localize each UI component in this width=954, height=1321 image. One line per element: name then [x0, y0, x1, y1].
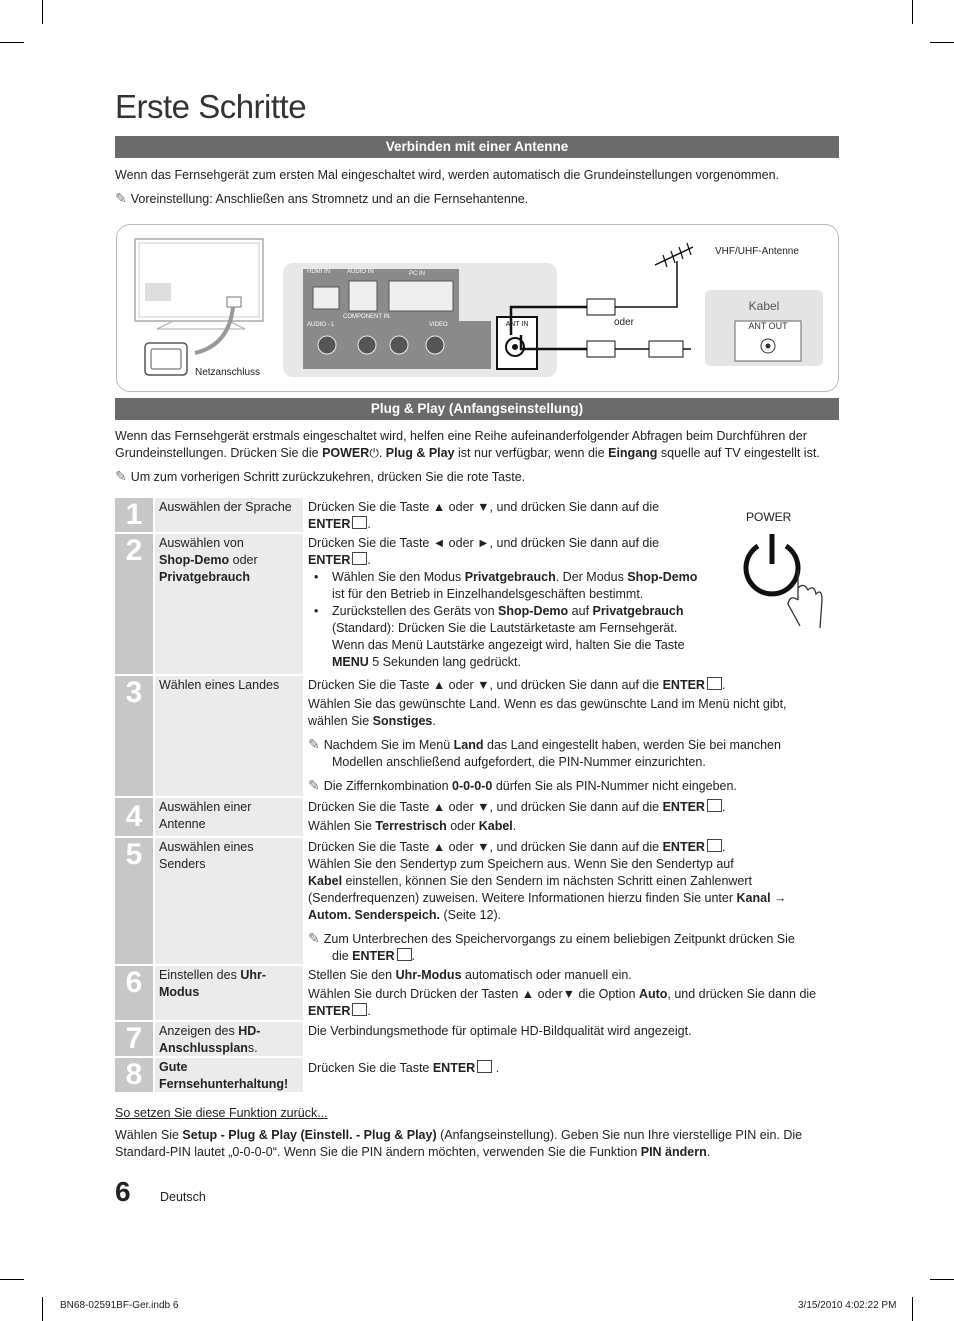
enter-icon	[352, 516, 367, 529]
text: (Senderfrequenzen) zuweisen. Weitere Informationen hierzu finden Sie unter	[308, 891, 737, 905]
plug-play-note-text: Um zum vorherigen Schritt zurückzukehren, drücken Sie die rote Taste.	[130, 470, 526, 484]
step-number: 5	[115, 838, 153, 964]
step-row-8	[115, 1058, 839, 1092]
enter-icon	[707, 839, 722, 852]
term: Uhr-	[240, 968, 267, 982]
reset-heading-link[interactable]: So setzen Sie diese Funktion zurück...	[115, 1106, 328, 1120]
step-description: Drücken Sie die Taste ▲ oder ▼, und drücken Sie dann auf die ENTER . Wählen Sie Terrestrisch oder Kabel.	[308, 800, 726, 833]
step-number: 6	[115, 966, 153, 1020]
enter-term: ENTER	[308, 553, 351, 567]
text: , und drücken Sie dann die	[667, 987, 817, 1001]
power-label: POWER	[746, 510, 792, 524]
text: wählen Sie	[308, 714, 373, 728]
text: Auswählen von	[159, 536, 244, 550]
step-number: 7	[115, 1022, 153, 1056]
text: Senders	[159, 857, 206, 871]
enter-term: ENTER	[662, 678, 705, 692]
text: Wählen Sie	[115, 1128, 183, 1142]
enter-term: ENTER	[308, 1004, 351, 1018]
enter-term: ENTER	[662, 800, 705, 814]
antenna-intro: Wenn das Fernsehgerät zum ersten Mal eingeschaltet wird, werden automatisch die Grundeinstellungen vorgenommen.	[115, 168, 780, 182]
term: Gute	[159, 1060, 188, 1074]
term: Auto	[638, 987, 668, 1001]
plug-play-intro-2	[115, 445, 820, 462]
term: Fernsehunterhaltung!	[159, 1077, 289, 1091]
text: (Anfangseinstellung). Geben Sie nun Ihre vierstellige PIN ein. Die	[436, 1128, 803, 1142]
enter-term: ENTER	[432, 1061, 476, 1075]
term: Shop-Demo	[627, 570, 698, 584]
text: Wählen Sie durch Drücken der Tasten ▲ oder▼ die Option	[308, 987, 639, 1001]
step-row-4	[115, 798, 839, 836]
text: auf	[568, 604, 593, 618]
section-header-plug-play: Plug & Play (Anfangseinstellung)	[115, 398, 839, 420]
crop-mark	[930, 1279, 954, 1280]
step-row-1	[115, 498, 839, 532]
antenna-note	[115, 190, 528, 208]
step-description: Drücken Sie die Taste ◄ oder ►, und drücken Sie dann auf die ENTER . • Wählen Sie den Modus Privatgebrauch. Der Modus Shop-Demo ist für den Betrieb in Einzelhandelsgeschäften bestimmt. • Zurückstellen des Geräts von Shop-Demo auf Privatgebrauch (Standard): Drücken Sie die Lautstärketaste am Fernsehgerät. Wenn das Menü Lautstärke angezeigt wird, halten Sie die Taste MENU 5 Sekunden lang gedrückt.	[308, 535, 838, 671]
text: Drücken Sie die Taste ▲ oder ▼, und drücken Sie dann auf die	[308, 678, 663, 692]
term: Modus	[159, 985, 200, 999]
text: (Standard): Drücken Sie die Lautstärketaste am Fernsehgerät.	[332, 621, 678, 635]
step-row-2	[115, 534, 839, 674]
text: Wenn das Menü Lautstärke angezeigt wird, halten Sie die Taste	[332, 638, 685, 652]
text: squelle auf TV eingestellt ist.	[657, 446, 820, 460]
step-row-5	[115, 838, 839, 964]
text: Drücken Sie die Taste ▲ oder ▼, und drücken Sie dann auf die	[308, 500, 660, 514]
step-label	[155, 838, 303, 964]
pc-in-label: PC IN	[409, 271, 426, 277]
page-title: Erste Schritte	[115, 88, 307, 125]
crop-mark	[0, 42, 24, 43]
step-number: 2	[115, 534, 153, 674]
step-number: 1	[115, 498, 153, 532]
pencil-note-icon: ✎	[308, 930, 320, 946]
bullet-item	[308, 603, 838, 671]
print-date: 3/15/2010 4:02:22 PM	[798, 1300, 897, 1311]
text: Drücken Sie die Taste ▲ oder ▼, und drücken Sie dann auf die	[308, 840, 663, 854]
connection-diagram	[116, 224, 839, 392]
crop-mark	[912, 0, 913, 24]
video-label: VIDEO	[429, 322, 448, 328]
text: Wählen Sie	[308, 819, 376, 833]
term: Kabel	[478, 819, 513, 833]
antenna-note-text: Voreinstellung: Anschließen ans Stromnetz und an die Fernsehantenne.	[130, 192, 529, 206]
text: Auswählen eines	[159, 840, 254, 854]
reset-text-1	[115, 1127, 802, 1144]
file-name: BN68-02591BF-Ger.indb 6	[60, 1300, 179, 1311]
shop-demo-term: Shop-Demo	[159, 553, 230, 567]
term: HD-	[238, 1024, 261, 1038]
text: einstellen, können Sie den Sendern im nächsten Schritt einen Zahlenwert	[342, 874, 753, 888]
step-description: Die Verbindungsmethode für optimale HD-Bildqualität wird angezeigt.	[308, 1024, 692, 1038]
term: Privatgebrauch	[592, 604, 684, 618]
text: Grundeinstellungen. Drücken Sie die	[115, 446, 323, 460]
step-note: ✎ Zum Unterbrechen des Speichervorgangs zu einem beliebigen Zeitpunkt drücken Sie die ENTER .	[308, 930, 795, 963]
step-description: Drücken Sie die Taste ▲ oder ▼, und drücken Sie dann auf die ENTER . Wählen Sie das gewünschte Land. Wenn es das gewünschte Land im Menü nicht gibt, wählen Sie Sonstiges. ✎ Nachdem Sie im Menü Land das Land eingestellt haben, werden Sie bei manchen Modellen anschließend aufgefordert, die PIN-Nummer einzurichten. ✎ Die Ziffernkombination 0-0-0-0 dürfen Sie als PIN-Nummer nicht eingeben.	[308, 677, 838, 795]
step-label: Wählen eines Landes	[155, 676, 303, 796]
text: Wählen Sie den Sendertyp zum Speichern aus. Wenn Sie den Sendertyp auf	[308, 857, 734, 871]
step-number: 4	[115, 798, 153, 836]
step-note	[308, 777, 838, 795]
term: Kanal	[736, 891, 771, 905]
kabel-label: Kabel	[748, 299, 780, 313]
enter-icon	[352, 1003, 367, 1016]
enter-term: ENTER	[308, 517, 351, 531]
text: →	[770, 891, 787, 905]
crop-mark	[42, 1297, 43, 1321]
text: 5 Sekunden lang gedrückt.	[368, 655, 522, 669]
text: Standard-PIN lautet „0-0-0-0“. Wenn Sie die PIN ändern möchten, verwenden Sie die Funktion	[115, 1145, 641, 1159]
pencil-note-icon: ✎	[308, 736, 320, 752]
term: Privatgebrauch	[464, 570, 556, 584]
audio-l-label: AUDIO - L	[307, 322, 335, 328]
text: .	[492, 1061, 500, 1075]
step-number: 8	[115, 1058, 153, 1092]
step-number: 3	[115, 676, 153, 796]
language-label: Deutsch	[160, 1190, 206, 1204]
text: Anzeigen des	[159, 1024, 239, 1038]
step-row-7	[115, 1022, 839, 1056]
step-label	[155, 534, 303, 674]
sonstiges-term: Sonstiges	[372, 714, 433, 728]
page-number: 6	[115, 1176, 131, 1207]
component-in-label: COMPONENT IN	[343, 314, 390, 320]
step-note	[308, 736, 838, 771]
crop-mark	[0, 1279, 24, 1280]
text: Drücken Sie die Taste	[308, 1061, 433, 1075]
pencil-note-icon: ✎	[115, 190, 127, 206]
enter-term: ENTER	[662, 840, 705, 854]
step-row-3	[115, 676, 839, 796]
text: Zum Unterbrechen des Speichervorgangs zu einem beliebigen Zeitpunkt drücken Sie	[323, 932, 795, 946]
text: Einstellen des	[159, 968, 241, 982]
menu-term: MENU	[332, 655, 369, 669]
enter-icon	[707, 677, 722, 690]
text: .	[706, 1145, 711, 1159]
enter-icon	[397, 948, 412, 961]
power-term: POWER	[322, 446, 370, 460]
text: Drücken Sie die Taste ◄ oder ►, und drücken Sie dann auf die	[308, 536, 660, 550]
term: PIN ändern	[640, 1145, 707, 1159]
text: s.	[247, 1041, 258, 1055]
step-label	[155, 1058, 303, 1092]
text: Wählen Sie den Modus	[332, 570, 465, 584]
text: Modellen anschließend aufgefordert, die PIN-Nummer einzurichten.	[332, 755, 706, 769]
text: automatisch oder manuell ein.	[461, 968, 632, 982]
step-description: Drücken Sie die Taste ▲ oder ▼, und drücken Sie dann auf die ENTER .	[308, 499, 838, 533]
enter-term: ENTER	[352, 949, 395, 963]
text: .	[378, 446, 386, 460]
text: Antenne	[159, 817, 206, 831]
text: oder	[229, 553, 258, 567]
step-label	[155, 966, 303, 1020]
term: Kabel	[308, 874, 343, 888]
enter-icon	[352, 552, 367, 565]
power-icon: ⏻	[369, 446, 379, 460]
reset-text-2	[115, 1144, 710, 1161]
step-description: Drücken Sie die Taste ▲ oder ▼, und drücken Sie dann auf die ENTER . Wählen Sie den Sendertyp zum Speichern aus. Wenn Sie den Sendertyp auf Kabel einstellen, können Sie den Sendern im nächsten Schritt einen Zahlenwert (Senderfrequenzen) zuweisen. Weitere Informationen hierzu finden Sie unter Kanal → Autom. Senderspeich. (Seite 12). ✎ Zum Unterbrechen des Speichervorgangs zu einem beliebigen Zeitpunkt drücken Sie die ENTER .	[308, 839, 838, 965]
pin-term: 0-0-0-0	[452, 779, 493, 793]
step-label: Auswählen der Sprache	[155, 498, 303, 532]
plug-play-intro-1: Wenn das Fernsehgerät erstmals eingeschaltet wird, helfen eine Reihe aufeinanderfolgender Abfragen beim Durchführen der	[115, 429, 807, 443]
text: das Land eingestellt haben, werden Sie bei manchen	[483, 738, 781, 752]
text: oder	[446, 819, 479, 833]
bullet-item	[308, 569, 838, 603]
crop-mark	[42, 0, 43, 24]
antenna-label: VHF/UHF-Antenne	[715, 246, 799, 257]
plug-play-note	[115, 468, 525, 486]
eingang-term: Eingang	[608, 446, 658, 460]
enter-icon	[707, 799, 722, 812]
ant-in-label: ANT IN	[505, 321, 529, 328]
term: Setup - Plug & Play (Einstell. - Plug & Play)	[182, 1128, 437, 1142]
crop-mark	[912, 1297, 913, 1321]
term: Uhr-Modus	[395, 968, 462, 982]
ant-out-label: ANT OUT	[748, 321, 788, 331]
step-description: Stellen Sie den Uhr-Modus automatisch oder manuell ein. Wählen Sie durch Drücken der Tasten ▲ oder▼ die Option Auto, und drücken Sie dann die ENTER .	[308, 968, 817, 1018]
term: Autom. Senderspeich.	[308, 908, 440, 922]
land-term: Land	[453, 738, 484, 752]
netzanschluss-label: Netzanschluss	[195, 367, 261, 378]
section-header-antenna: Verbinden mit einer Antenne	[115, 136, 839, 158]
crop-mark	[930, 42, 954, 43]
text: Wählen Sie das gewünschte Land. Wenn es das gewünschte Land im Menü nicht gibt,	[308, 697, 787, 711]
plug-play-term: Plug & Play	[385, 446, 455, 460]
text: . Der Modus	[555, 570, 628, 584]
term: Shop-Demo	[498, 604, 569, 618]
text: dürfen Sie als PIN-Nummer nicht eingeben.	[492, 779, 737, 793]
text: Zurückstellen des Geräts von	[332, 604, 499, 618]
privatgebrauch-term: Privatgebrauch	[159, 570, 251, 584]
pencil-note-icon: ✎	[308, 777, 320, 793]
term: Anschlussplan	[159, 1041, 248, 1055]
text: die	[332, 949, 353, 963]
text: ist nur verfügbar, wenn die	[454, 446, 609, 460]
enter-icon	[477, 1060, 492, 1073]
text: Nachdem Sie im Menü	[323, 738, 454, 752]
hdmi-in-label: HDMI IN	[307, 269, 330, 275]
text: ist für den Betrieb in Einzelhandelsgeschäften bestimmt.	[332, 587, 644, 601]
pencil-note-icon: ✎	[115, 468, 127, 484]
audio-in-label: AUDIO IN	[347, 269, 374, 275]
oder-label: oder	[614, 317, 635, 328]
text: (Seite 12).	[439, 908, 502, 922]
term: Terrestrisch	[375, 819, 447, 833]
step-row-6	[115, 966, 839, 1020]
text: Auswählen einer	[159, 800, 252, 814]
step-label	[155, 1022, 303, 1056]
text: Die Ziffernkombination	[323, 779, 453, 793]
step-description	[308, 1060, 838, 1077]
step-label	[155, 798, 303, 836]
text: Drücken Sie die Taste ▲ oder ▼, und drücken Sie dann auf die	[308, 800, 663, 814]
text: Stellen Sie den	[308, 968, 396, 982]
